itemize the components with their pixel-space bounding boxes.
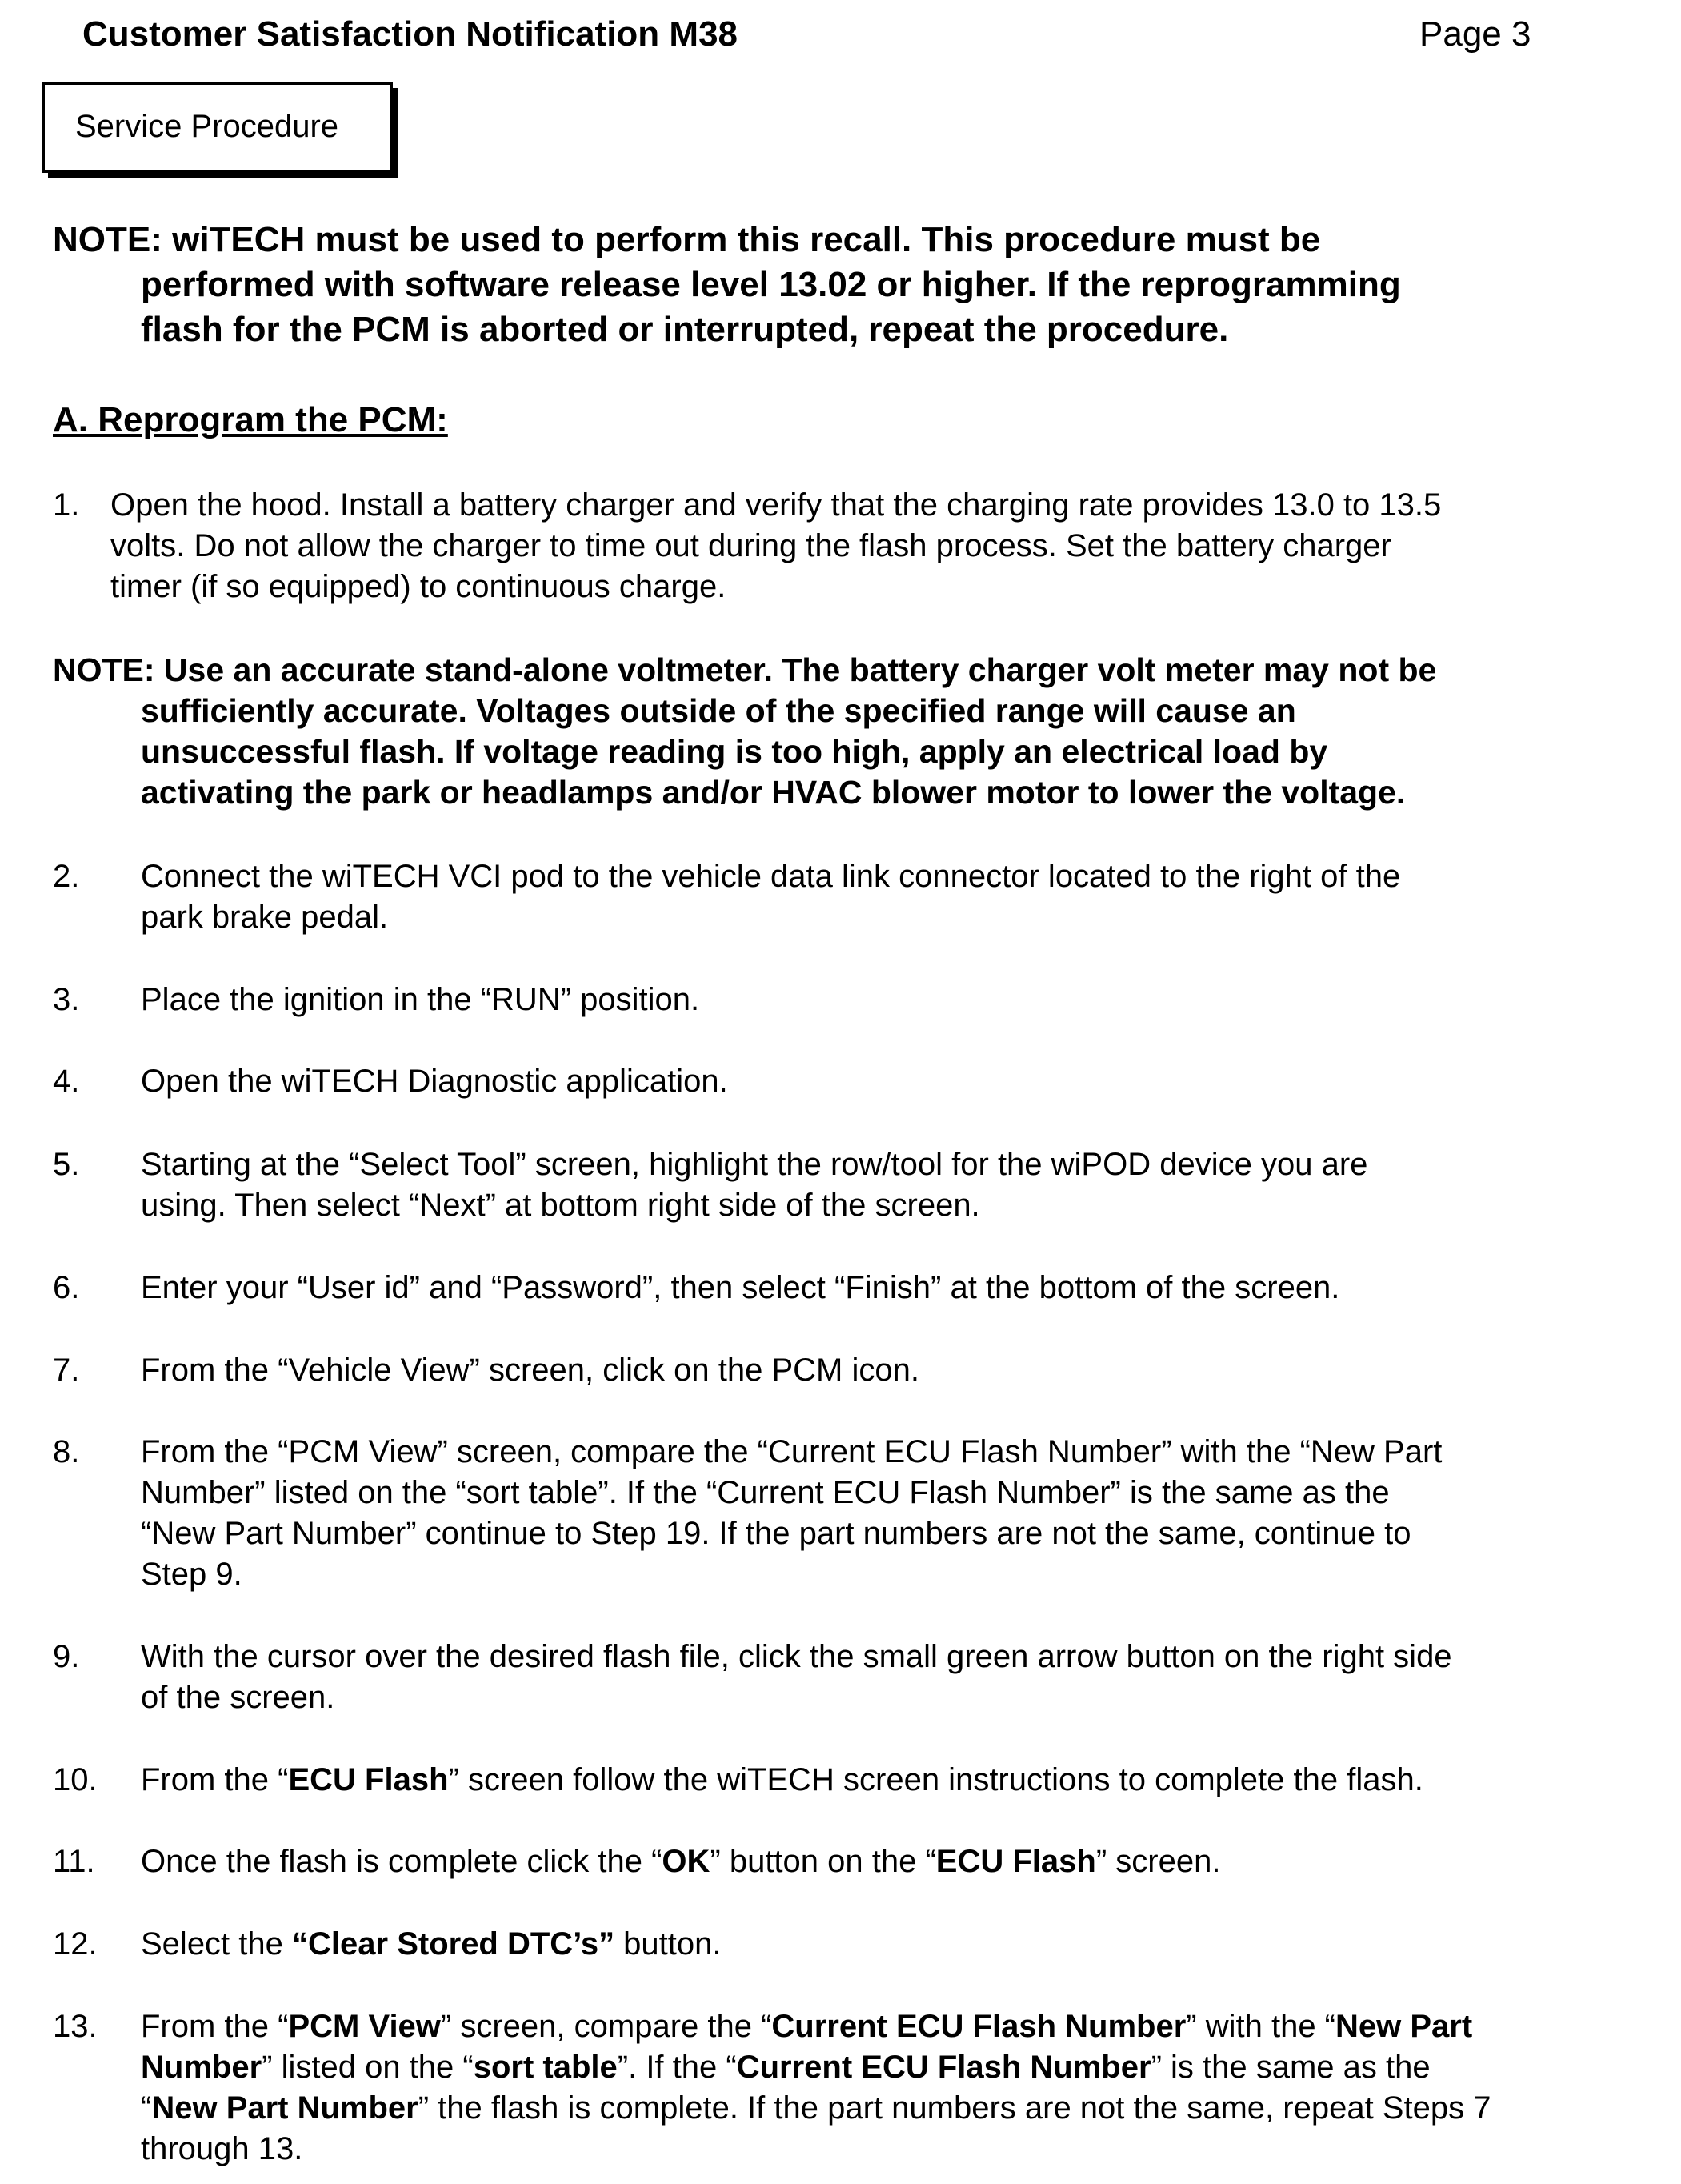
section-heading: A. Reprogram the PCM:: [53, 400, 448, 439]
step-line: From the “PCM View” screen, compare the “Current ECU Flash Number” with the “New Part: [141, 1434, 1443, 1469]
step-line: Enter your “User id” and “Password”, then select “Finish” at the bottom of the screen.: [141, 1270, 1340, 1305]
note-witech-requirement: [53, 218, 1645, 352]
text-run: ” listed on the “: [262, 2050, 474, 2085]
step-line: [141, 1841, 1661, 1882]
step-number: 1.: [53, 487, 80, 523]
text-run: ” with the “: [1186, 2009, 1335, 2044]
step-line: through 13.: [141, 2131, 303, 2166]
bold-text: OK: [662, 1844, 710, 1879]
text-run: Select the: [141, 1926, 293, 1962]
text-run: From the “: [141, 1762, 289, 1797]
step-number: 6.: [53, 1270, 80, 1305]
step-line: Open the wiTECH Diagnostic application.: [141, 1064, 728, 1099]
bold-text: ECU Flash: [935, 1844, 1096, 1879]
note-voltmeter: [53, 650, 1645, 813]
step-number: 13.: [53, 2009, 98, 2044]
step-number: 8.: [53, 1434, 80, 1469]
step-line: of the screen.: [141, 1680, 335, 1715]
step-line: using. Then select “Next” at bottom right side of the screen.: [141, 1188, 980, 1223]
text-run: ” screen.: [1095, 1844, 1221, 1879]
note2-line: sufficiently accurate. Voltages outside of the specified range will cause an: [141, 692, 1296, 729]
page-number: Page 3: [1419, 14, 1531, 54]
text-run: ”. If the “: [617, 2050, 737, 2085]
text-run: “: [141, 2090, 152, 2126]
step-number: 7.: [53, 1352, 80, 1388]
text-run: ” screen, compare the “: [440, 2009, 772, 2044]
step-line: [141, 1760, 1661, 1801]
bold-text: Number: [141, 2050, 262, 2085]
step-number: 5.: [53, 1147, 80, 1182]
bold-text: New Part: [1335, 2009, 1473, 2044]
step-line: Starting at the “Select Tool” screen, highlight the row/tool for the wiPOD device you are: [141, 1147, 1368, 1182]
note2-line: activating the park or headlamps and/or HVAC blower motor to lower the voltage.: [141, 774, 1406, 811]
bold-text: PCM View: [288, 2009, 441, 2044]
bold-text: ECU Flash: [288, 1762, 449, 1797]
text-run: Once the flash is complete click the “: [141, 1844, 662, 1879]
service-procedure-label: Service Procedure: [75, 109, 339, 144]
text-run: ” is the same as the: [1151, 2050, 1431, 2085]
note1-line: flash for the PCM is aborted or interrupted, repeat the procedure.: [141, 310, 1229, 349]
document-title: Customer Satisfaction Notification M38: [82, 14, 738, 54]
step-line: With the cursor over the desired flash file, click the small green arrow button on the right side: [141, 1639, 1452, 1674]
step-line: [141, 2047, 1661, 2088]
step-line: park brake pedal.: [141, 900, 389, 935]
step-line: From the “Vehicle View” screen, click on the PCM icon.: [141, 1352, 919, 1388]
step-number: 4.: [53, 1064, 80, 1099]
text-run: button.: [614, 1926, 722, 1962]
step-number: 3.: [53, 982, 80, 1017]
note1-line: performed with software release level 13.02 or higher. If the reprogramming: [141, 265, 1401, 304]
step-line: timer (if so equipped) to continuous charge.: [110, 569, 726, 604]
text-run: From the “: [141, 2009, 289, 2044]
note2-line: NOTE: Use an accurate stand-alone voltmeter. The battery charger volt meter may not be: [53, 651, 1437, 688]
note1-line: NOTE: wiTECH must be used to perform this recall. This procedure must be: [53, 220, 1321, 259]
text-run: ” the flash is complete. If the part numbers are not the same, repeat Steps 7: [418, 2090, 1491, 2126]
step-number: 10.: [53, 1762, 98, 1797]
step-number: 2.: [53, 859, 80, 894]
step-line: Step 9.: [141, 1557, 242, 1592]
step-line: Number” listed on the “sort table”. If the “Current ECU Flash Number” is the same as the: [141, 1475, 1390, 1510]
step-line: [141, 2006, 1661, 2047]
step-line: “New Part Number” continue to Step 19. If the part numbers are not the same, continue to: [141, 1516, 1411, 1551]
step-number: 12.: [53, 1926, 98, 1962]
text-run: ” screen follow the wiTECH screen instructions to complete the flash.: [448, 1762, 1423, 1797]
bold-text: “Clear Stored DTC’s”: [292, 1926, 615, 1962]
bold-text: New Part Number: [151, 2090, 418, 2126]
note2-line: unsuccessful flash. If voltage reading is too high, apply an electrical load by: [141, 733, 1328, 770]
step-line: [141, 2088, 1661, 2129]
step-number: 11.: [53, 1844, 95, 1879]
text-run: ” button on the “: [710, 1844, 936, 1879]
step-number: 9.: [53, 1639, 80, 1674]
step-line: [141, 1924, 1661, 1965]
bold-text: Current ECU Flash Number: [771, 2009, 1187, 2044]
bold-text: sort table: [473, 2050, 618, 2085]
step-line: volts. Do not allow the charger to time out during the flash process. Set the battery charger: [110, 528, 1391, 563]
step-line: Open the hood. Install a battery charger and verify that the charging rate provides 13.0 to 13.5: [110, 487, 1442, 523]
bold-text: Current ECU Flash Number: [736, 2050, 1151, 2085]
step-line: Connect the wiTECH VCI pod to the vehicle data link connector located to the right of the: [141, 859, 1401, 894]
step-line: Place the ignition in the “RUN” position.: [141, 982, 700, 1017]
service-procedure-box: [42, 82, 393, 173]
